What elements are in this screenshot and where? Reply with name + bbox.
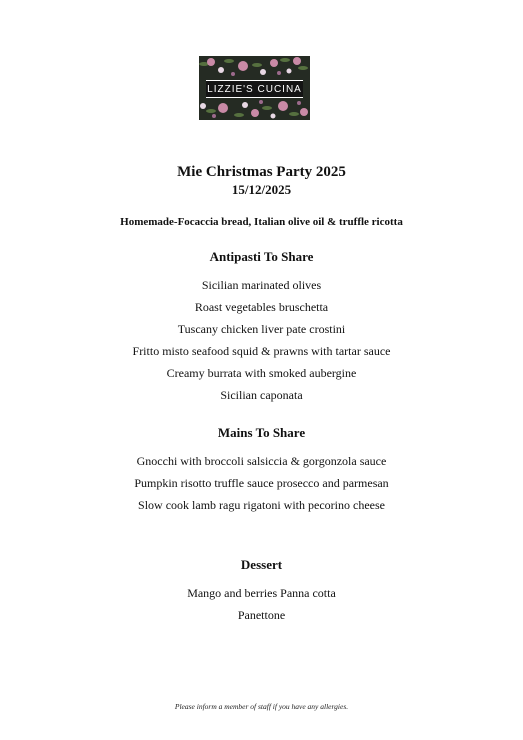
menu-item: Tuscany chicken liver pate crostini — [177, 322, 346, 336]
menu-item: Creamy burrata with smoked aubergine — [166, 366, 357, 380]
restaurant-logo — [199, 56, 310, 120]
menu-item: Pumpkin risotto truffle sauce prosecco and parmesan — [134, 476, 389, 490]
menu-item: Gnocchi with broccoli salsiccia & gorgonzola sauce — [136, 454, 387, 468]
antipasti-list — [0, 277, 523, 409]
event-date: 15/12/2025 — [231, 182, 292, 197]
menu-item: Sicilian caponata — [220, 388, 303, 402]
menu-item: Fritto misto seafood squid & prawns with tartar sauce — [132, 344, 391, 358]
section-title-dessert: Dessert — [240, 557, 283, 572]
logo-text: LIZZIE'S CUCINA — [206, 80, 303, 98]
dessert-list — [0, 585, 523, 629]
page-title: Mie Christmas Party 2025 — [177, 164, 346, 180]
section-title-antipasti: Antipasti To Share — [209, 249, 314, 264]
mains-list — [0, 453, 523, 519]
menu-item: Mango and berries Panna cotta — [187, 586, 336, 600]
menu-item: Sicilian marinated olives — [201, 278, 322, 292]
allergy-note: Please inform a member of staff if you have any allergies. — [174, 702, 349, 711]
section-title-mains: Mains To Share — [217, 425, 306, 440]
menu-item: Panettone — [237, 608, 286, 622]
bread-line: Homemade-Focaccia bread, Italian olive oil & truffle ricotta — [120, 216, 403, 228]
menu-item: Roast vegetables bruschetta — [194, 300, 329, 314]
menu-item: Slow cook lamb ragu rigatoni with pecorino cheese — [138, 498, 385, 512]
